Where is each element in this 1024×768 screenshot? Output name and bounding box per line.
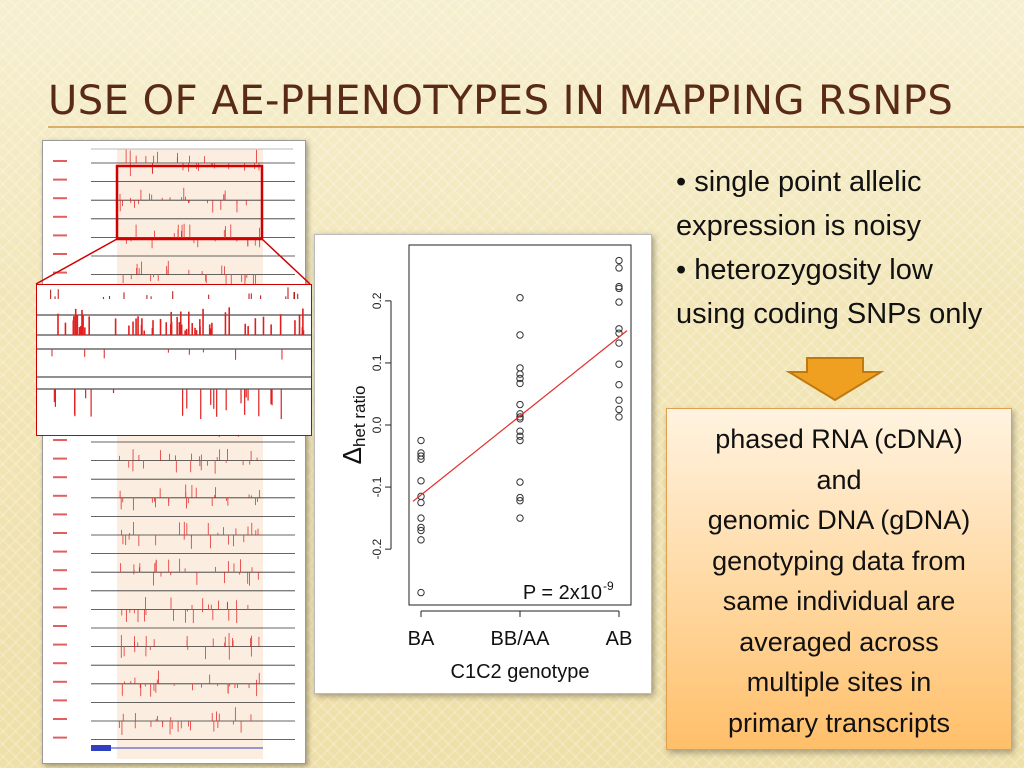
- track-label-mark: [53, 513, 67, 515]
- data-point: [616, 257, 622, 263]
- track-label-mark: [53, 718, 67, 720]
- x-tick-label: BB/AA: [490, 628, 550, 650]
- genome-browser-thumbnail: [42, 140, 306, 764]
- track-label-mark: [53, 551, 67, 553]
- data-point: [517, 437, 523, 443]
- track-label-mark: [53, 532, 67, 534]
- callout-line: phased RNA (cDNA): [715, 424, 963, 454]
- data-point: [418, 537, 424, 543]
- track-label-mark: [53, 588, 67, 590]
- data-point: [616, 406, 622, 412]
- track-label-mark: [53, 234, 67, 236]
- regression-line: [413, 331, 627, 502]
- track-label-mark: [53, 569, 67, 571]
- x-tick-label: BA: [407, 628, 435, 650]
- callout-line: averaged across: [739, 626, 939, 657]
- p-value-annotation: P = 2x10: [522, 582, 602, 604]
- track-label-mark: [53, 495, 67, 497]
- callout-line: genotyping data from: [712, 545, 966, 576]
- data-point: [517, 332, 523, 338]
- y-tick-label: 0.1: [370, 354, 384, 372]
- data-point: [517, 365, 523, 371]
- track-label-mark: [53, 681, 67, 683]
- data-point: [616, 361, 622, 367]
- callout-line: multiple sites in: [746, 667, 932, 697]
- callout-line: genomic DNA (gDNA): [707, 505, 971, 535]
- data-point: [616, 397, 622, 403]
- data-point: [616, 414, 622, 420]
- track-label-mark: [53, 737, 67, 739]
- y-tick-label: -0.2: [370, 538, 384, 560]
- data-point: [517, 295, 523, 301]
- track-label-mark: [53, 476, 67, 478]
- data-point: [616, 299, 622, 305]
- down-arrow-icon: [785, 356, 885, 402]
- y-tick-label: 0.0: [370, 416, 384, 434]
- y-tick-label: -0.1: [370, 476, 384, 498]
- track-label-mark: [53, 644, 67, 646]
- data-point: [616, 381, 622, 387]
- data-point: [517, 479, 523, 485]
- track-label-mark: [53, 662, 67, 664]
- track-label-mark: [53, 458, 67, 460]
- track-label-mark: [53, 439, 67, 441]
- track-label-mark: [53, 216, 67, 218]
- data-point: [418, 437, 424, 443]
- bullet-item: • single point allelic expression is noisy: [676, 166, 922, 242]
- bullet-item: • heterozygosity low using coding SNPs only: [676, 254, 983, 330]
- x-axis-label: C1C2 genotype: [450, 661, 590, 683]
- callout-line: same individual are: [722, 586, 956, 616]
- scatter-plot: [315, 235, 651, 693]
- data-point: [418, 589, 424, 595]
- track-label-mark: [53, 606, 67, 608]
- x-axis: [408, 611, 633, 650]
- track-label-mark: [53, 699, 67, 701]
- callout-box: [666, 408, 1012, 750]
- zoomed-track-view: [37, 285, 311, 435]
- track-label-mark: [53, 197, 67, 199]
- callout-line: and: [816, 464, 862, 495]
- p-value-exponent: -9: [603, 579, 614, 593]
- data-point: [418, 499, 424, 505]
- x-tick-label: AB: [605, 628, 633, 650]
- data-point: [517, 401, 523, 407]
- track-label-mark: [53, 179, 67, 181]
- track-label-mark: [53, 272, 67, 274]
- y-axis: [370, 292, 391, 559]
- zoomed-track-panel: [36, 284, 312, 436]
- data-point: [616, 340, 622, 346]
- plot-frame: [409, 245, 631, 605]
- slide-title: USE OF AE-PHENOTYPES IN MAPPING RSNPS: [48, 78, 954, 124]
- highlight-region: [117, 149, 263, 759]
- y-tick-label: 0.2: [370, 292, 384, 310]
- track-label-mark: [53, 253, 67, 255]
- bullet-list: [676, 160, 1006, 336]
- track-label-mark: [53, 160, 67, 162]
- data-point: [517, 515, 523, 521]
- y-axis-label: Δhet ratio: [337, 385, 369, 465]
- data-point: [616, 265, 622, 271]
- scatter-plot-panel: [314, 234, 652, 694]
- title-divider: [48, 126, 1024, 128]
- track-label-mark: [53, 625, 67, 627]
- genome-track-view: [43, 141, 305, 763]
- callout-line: primary transcripts: [727, 707, 951, 738]
- data-point: [418, 478, 424, 484]
- data-point: [418, 515, 424, 521]
- data-points: [418, 257, 622, 595]
